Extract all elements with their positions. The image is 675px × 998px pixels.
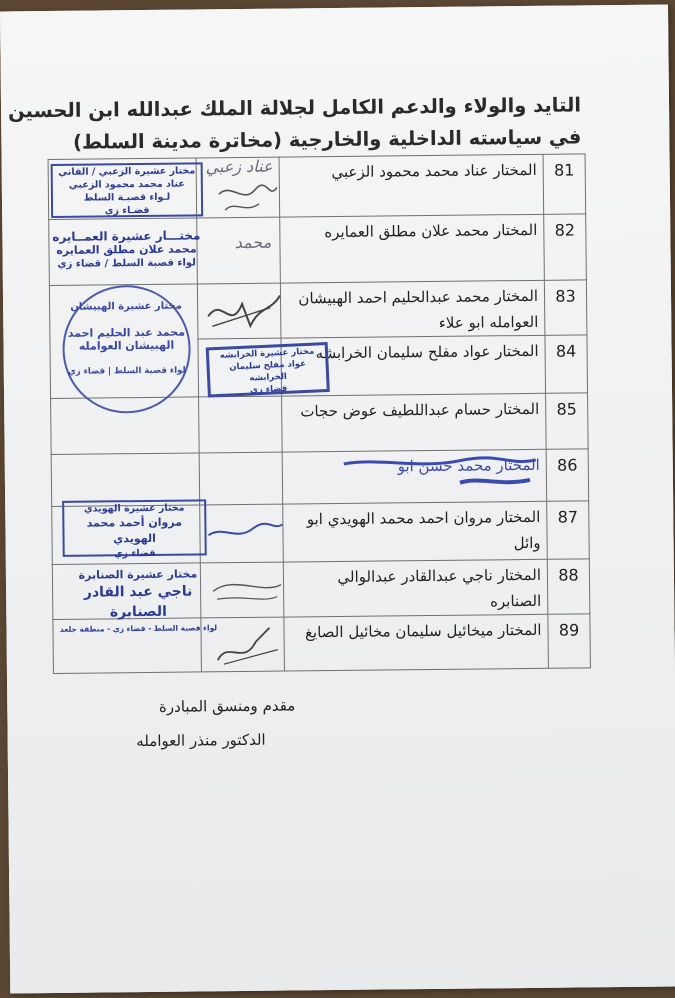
mukhtar-name: المختار محمد عبدالحليم احمد الهبيشان العوامله ابو علاء <box>280 280 545 338</box>
strikethrough-scribble <box>340 452 540 494</box>
row-number: 86 <box>546 449 589 501</box>
signature <box>201 617 285 672</box>
mukhtar-name: المختار مروان احمد محمد الهويدي ابو وائل <box>283 501 548 562</box>
row-number: 81 <box>543 154 586 214</box>
signature <box>198 338 315 397</box>
stamp <box>62 499 207 560</box>
table-row <box>48 154 586 220</box>
stamp-line: مختار عشيرة الهويدي <box>83 502 185 515</box>
mukhtar-name <box>282 449 547 504</box>
row-number: 87 <box>547 501 590 559</box>
table-row <box>52 559 590 620</box>
stamp-line: الهبيشان العوامله <box>78 338 175 353</box>
table-row <box>52 501 590 565</box>
stamp-line: لواء قصبة السلط | قضاء زي <box>67 365 186 377</box>
signature <box>198 396 282 453</box>
row-number: 83 <box>544 280 587 335</box>
stamp-line: مختار عشيرة الخرابشه <box>219 346 315 361</box>
signature-text: عناد زعبي <box>205 156 273 177</box>
signature <box>197 217 281 284</box>
stamp-line: محمد عبد الحليم احمد <box>67 325 186 340</box>
stamp-line: مختار عشيرة الصنابرة <box>78 567 198 582</box>
mukhtar-name: المختار محمد علان مطلق العمايره <box>279 214 544 283</box>
stamp-cell <box>52 502 200 565</box>
row-number: 82 <box>544 214 587 280</box>
stamp-line: مختـــار عشيرة العمــايره <box>52 228 201 244</box>
stamp-line: لواء قصبة السلط - قضاء زي - منطقة جلعد <box>59 623 218 634</box>
row-number: 85 <box>546 393 589 449</box>
stamp-line: قضاء زي <box>249 383 288 396</box>
table-row <box>53 614 591 674</box>
stamp-line: قضـاء زي <box>104 204 150 217</box>
row-number: 84 <box>545 335 588 393</box>
table-row <box>49 214 587 286</box>
signature-text: محمد <box>234 232 272 253</box>
stamp-cell <box>49 218 201 286</box>
stamp-cell <box>51 397 199 455</box>
stamp-line: لـواء قصبـة السلط <box>83 191 171 204</box>
document-title-line-2: في سياسته الداخلية والخارجية (مخاترة مدينة السلط) <box>72 125 582 154</box>
stamp-line: محمد علان مطلق العمايره <box>56 242 197 257</box>
signature <box>196 157 280 218</box>
stamp-line: مروان أحمد محمد الهويدي <box>86 515 183 546</box>
stamp-line: لواء قصبة السلط / قضاء زي <box>57 257 196 270</box>
initiative-coordinator-name: الدكتور منذر العوامله <box>136 730 266 751</box>
mukhtar-name: المختار ميخائيل سليمان مخائيل الصايغ <box>284 614 549 671</box>
stamp <box>51 162 204 218</box>
signature-scribble <box>203 620 286 671</box>
mukhtar-name: المختار عناد محمد محمود الزعبي <box>279 154 544 217</box>
stamp-cell <box>48 158 196 220</box>
initiative-coordinator-label: مقدم ومنسق المبادرة <box>158 696 296 716</box>
table-row <box>49 280 587 341</box>
mukhtar-table <box>48 153 591 674</box>
stamp-cell <box>51 453 199 507</box>
stamp-line: عناد محمد محمود الزعبي <box>68 178 185 191</box>
signature <box>199 452 283 505</box>
signature <box>200 504 284 563</box>
signature-scribble <box>198 156 281 217</box>
stamp-line: عواد مفلح سليمان الخرابشه <box>228 358 306 384</box>
mukhtar-name: المختار حسام عبداللطيف عوض حجات <box>281 393 546 452</box>
stamp-line: قضاء زي <box>113 547 156 560</box>
table-row <box>51 393 589 455</box>
stamp-cell <box>52 563 218 634</box>
document-title-line-1: التايد والولاء والدعم الكامل لجلالة الملك عبدالله ابن الحسين <box>7 93 582 123</box>
signature <box>197 283 281 339</box>
mukhtar-name: المختار ناجي عبدالقادر عبدالوالي الصنابره <box>283 559 548 617</box>
signature-scribble <box>200 286 283 337</box>
mukhtar-name: المختار عواد مفلح سليمان الخرابشه <box>281 335 546 396</box>
row-number: 88 <box>547 559 590 614</box>
signature-scribble <box>202 507 285 558</box>
struck-name: المختار محمد حسن ابو <box>397 455 540 476</box>
stamp <box>206 342 330 397</box>
table-row <box>51 449 589 507</box>
round-stamp <box>62 285 191 414</box>
stamp-line: ناجي عبد القادر الصنابرة <box>83 583 193 621</box>
stamp-cell <box>49 284 198 399</box>
stamp-cell <box>53 618 201 674</box>
stamp-line: مختار عشيرة الزعبي / القاني <box>58 165 196 178</box>
stamp-line: مختار عشيرة الهبيشان <box>70 300 182 313</box>
document-page <box>0 5 675 994</box>
row-number: 89 <box>548 614 591 668</box>
stamp <box>49 228 203 272</box>
